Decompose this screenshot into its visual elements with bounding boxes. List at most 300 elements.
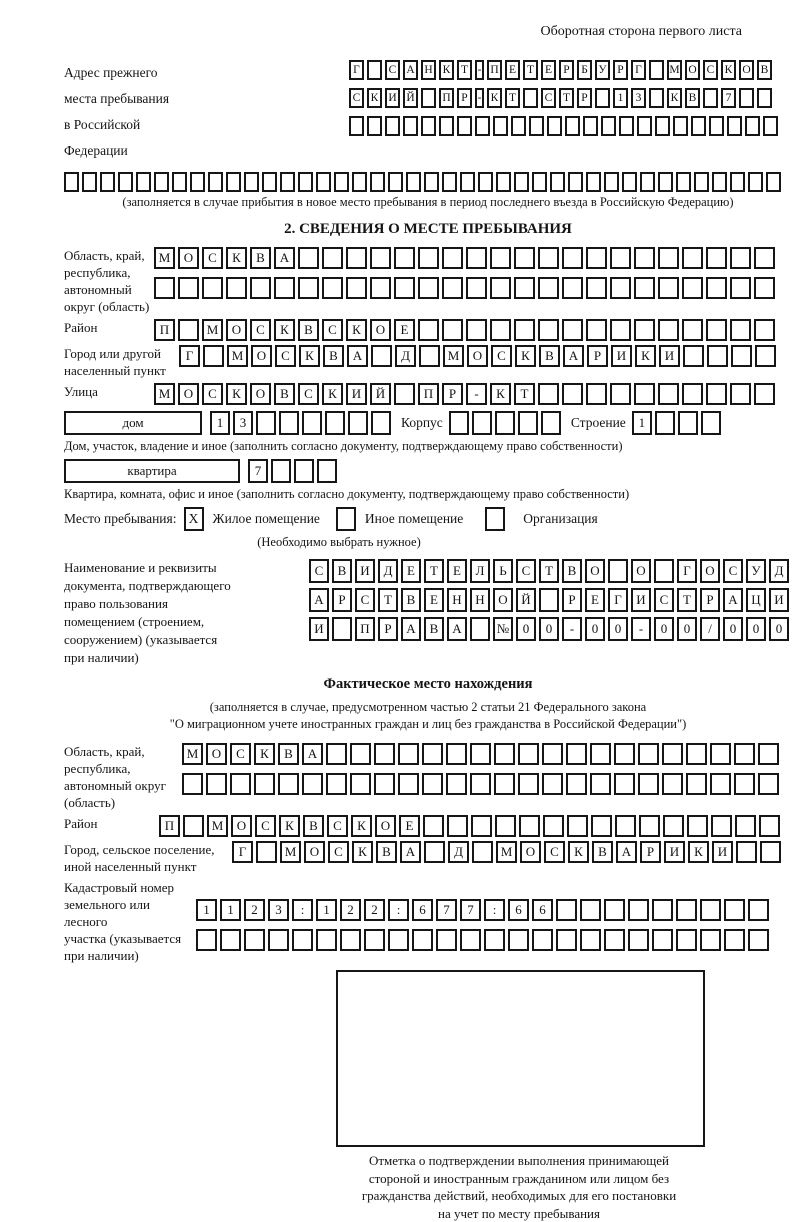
char-cell: 1 (316, 899, 337, 921)
char-cell: А (403, 60, 418, 80)
char-cell (590, 773, 611, 795)
char-cell: 1 (196, 899, 217, 921)
char-cell (586, 172, 601, 192)
char-cell (691, 116, 706, 136)
char-cell: 0 (585, 617, 605, 641)
char-cell (332, 617, 352, 641)
char-cell: У (746, 559, 766, 583)
char-cell (730, 172, 745, 192)
char-cell: О (250, 383, 271, 405)
char-cell (466, 247, 487, 269)
section-2-title: 2. СВЕДЕНИЯ О МЕСТЕ ПРЕБЫВАНИЯ (64, 221, 792, 238)
char-cell (278, 773, 299, 795)
char-cell (508, 929, 529, 951)
char-cell (710, 743, 731, 765)
char-cell (566, 743, 587, 765)
char-cell: Т (523, 60, 538, 80)
label-line: Район (64, 815, 159, 832)
char-cell (610, 247, 631, 269)
char-cell: О (700, 559, 720, 583)
char-cell: М (207, 815, 228, 837)
label-line: Район (64, 319, 154, 336)
char-cell: В (562, 559, 582, 583)
char-cell (326, 773, 347, 795)
char-cell (758, 743, 779, 765)
char-cell (538, 277, 559, 299)
char-cell: С (723, 559, 743, 583)
char-cell: С (230, 743, 251, 765)
char-cell: : (388, 899, 409, 921)
char-cell: Е (399, 815, 420, 837)
char-cell (64, 172, 79, 192)
label-line: Город или другой (64, 345, 179, 362)
char-cell (532, 929, 553, 951)
char-cell: К (226, 383, 247, 405)
char-cell: И (346, 383, 367, 405)
char-cell: Р (378, 617, 398, 641)
char-cell (226, 277, 247, 299)
char-cell (322, 247, 343, 269)
char-cell (754, 319, 775, 341)
char-cell (686, 743, 707, 765)
char-cell: 0 (516, 617, 536, 641)
char-cell: О (304, 841, 325, 863)
cadastral-label (64, 879, 196, 964)
char-cell: Т (539, 559, 559, 583)
korpus-label: Корпус (401, 411, 443, 435)
char-cell: Р (700, 588, 720, 612)
char-cell (494, 773, 515, 795)
char-cell: А (723, 588, 743, 612)
char-cell (203, 345, 224, 367)
char-cell (730, 319, 751, 341)
char-cell (256, 841, 277, 863)
char-cell (604, 899, 625, 921)
char-cell: 7 (460, 899, 481, 921)
char-cell (755, 345, 776, 367)
char-cell: А (400, 841, 421, 863)
char-cell: 6 (532, 899, 553, 921)
char-cell (447, 815, 468, 837)
char-cell (208, 172, 223, 192)
char-cell: М (227, 345, 248, 367)
char-cell: С (250, 319, 271, 341)
char-cell: П (439, 88, 454, 108)
char-cell: А (563, 345, 584, 367)
char-cell (658, 277, 679, 299)
label-line: на учет по месту пребывания (304, 1205, 734, 1222)
char-cell (628, 899, 649, 921)
char-cell: 3 (268, 899, 289, 921)
char-cell (539, 588, 559, 612)
char-cell (547, 116, 562, 136)
prev-address-note: (заполняется в случае прибытия в новое место пребывания в период последнего въезда в Российскую Федерацию) (64, 195, 792, 210)
char-cell: Й (516, 588, 536, 612)
char-cell: В (298, 319, 319, 341)
char-cell (190, 172, 205, 192)
label-line: автономный округ (64, 777, 182, 794)
char-cell (418, 247, 439, 269)
char-cell (595, 88, 610, 108)
char-cell (730, 383, 751, 405)
char-cell: К (351, 815, 372, 837)
char-cell (317, 459, 337, 483)
char-cell: П (355, 617, 375, 641)
char-cell: Р (640, 841, 661, 863)
char-cell: М (202, 319, 223, 341)
house-cells (210, 411, 391, 435)
char-cell (614, 743, 635, 765)
char-cell (610, 383, 631, 405)
label-line: участка (указывается (64, 930, 196, 947)
char-cell (634, 319, 655, 341)
char-cell (418, 319, 439, 341)
char-cell: Т (424, 559, 444, 583)
actual-location-note (64, 699, 792, 733)
char-cell (652, 899, 673, 921)
fact-region-block (64, 743, 792, 811)
char-cell: К (226, 247, 247, 269)
char-cell: С (491, 345, 512, 367)
char-cell (302, 773, 323, 795)
char-cell (583, 116, 598, 136)
char-cell (754, 277, 775, 299)
char-cell (442, 319, 463, 341)
char-cell (334, 172, 349, 192)
residential-label: Жилое помещение (213, 511, 320, 527)
char-cell (244, 929, 265, 951)
char-cell: В (592, 841, 613, 863)
char-cell (639, 815, 660, 837)
char-cell: Г (349, 60, 364, 80)
registration-stamp-caption (304, 1152, 734, 1222)
char-cell (280, 172, 295, 192)
char-cell (388, 172, 403, 192)
char-cell: : (292, 899, 313, 921)
char-cell (748, 899, 769, 921)
char-cell: С (255, 815, 276, 837)
char-cell: В (303, 815, 324, 837)
char-cell: Р (577, 88, 592, 108)
char-cell (136, 172, 151, 192)
char-cell (271, 459, 291, 483)
char-cell: И (611, 345, 632, 367)
prev-address-block (64, 60, 792, 164)
char-cell (349, 116, 364, 136)
char-cell (590, 743, 611, 765)
char-cell (274, 277, 295, 299)
char-cell (494, 743, 515, 765)
char-cell: С (544, 841, 565, 863)
char-cell (586, 319, 607, 341)
char-cell: И (355, 559, 375, 583)
char-cell (580, 929, 601, 951)
char-cell (196, 929, 217, 951)
char-cell (759, 815, 780, 837)
char-cell (475, 116, 490, 136)
char-cell: О (685, 60, 700, 80)
char-cell (529, 116, 544, 136)
char-cell: Т (677, 588, 697, 612)
char-cell (706, 247, 727, 269)
char-cell (250, 277, 271, 299)
char-cell (460, 172, 475, 192)
char-cell: У (595, 60, 610, 80)
char-cell (418, 277, 439, 299)
char-cell: О (231, 815, 252, 837)
char-cell: О (370, 319, 391, 341)
char-cell (604, 929, 625, 951)
char-cell: К (299, 345, 320, 367)
s2-city-label (64, 345, 179, 379)
s2-district-block (64, 319, 792, 341)
char-cell: В (323, 345, 344, 367)
char-cell: 6 (508, 899, 529, 921)
char-cell (398, 773, 419, 795)
char-cell (442, 277, 463, 299)
char-cell (676, 929, 697, 951)
char-cell (700, 929, 721, 951)
cadastral-row-2 (196, 929, 769, 951)
char-cell (580, 899, 601, 921)
char-cell (734, 743, 755, 765)
char-cell (591, 815, 612, 837)
char-cell (637, 116, 652, 136)
char-cell: О (251, 345, 272, 367)
label-line: иной населенный пункт (64, 858, 232, 875)
char-cell: Е (505, 60, 520, 80)
label-line: Наименование и реквизиты (64, 559, 309, 577)
char-cell: Р (587, 345, 608, 367)
char-cell: / (700, 617, 720, 641)
char-cell (385, 116, 400, 136)
char-cell: О (585, 559, 605, 583)
char-cell (538, 319, 559, 341)
fact-district-block (64, 815, 792, 837)
char-cell (556, 929, 577, 951)
char-cell (686, 773, 707, 795)
char-cell (442, 172, 457, 192)
char-cell (562, 277, 583, 299)
char-cell: В (539, 345, 560, 367)
char-cell: Р (332, 588, 352, 612)
char-cell (439, 116, 454, 136)
document-row-3 (309, 617, 789, 641)
char-cell (543, 815, 564, 837)
apartment-box: квартира (64, 459, 240, 483)
char-cell: О (178, 383, 199, 405)
s2-street-block (64, 383, 792, 405)
char-cell: П (154, 319, 175, 341)
char-cell (727, 116, 742, 136)
char-cell (710, 773, 731, 795)
char-cell (466, 319, 487, 341)
char-cell (424, 841, 445, 863)
char-cell (298, 247, 319, 269)
char-cell: Р (442, 383, 463, 405)
char-cell (707, 345, 728, 367)
document-row-2 (309, 588, 789, 612)
char-cell (423, 815, 444, 837)
char-cell: П (487, 60, 502, 80)
char-cell: Ь (493, 559, 513, 583)
char-cell: 1 (613, 88, 628, 108)
char-cell (676, 172, 691, 192)
char-cell (442, 247, 463, 269)
char-cell (82, 172, 97, 192)
char-cell: Р (457, 88, 472, 108)
char-cell (419, 345, 440, 367)
char-cell (316, 929, 337, 951)
char-cell: Д (448, 841, 469, 863)
char-cell: К (254, 743, 275, 765)
char-cell (495, 815, 516, 837)
char-cell (754, 247, 775, 269)
s2-apartment-block (64, 459, 792, 483)
char-cell: С (703, 60, 718, 80)
char-cell (706, 383, 727, 405)
char-cell (178, 277, 199, 299)
char-cell: 0 (746, 617, 766, 641)
char-cell (514, 319, 535, 341)
char-cell (519, 815, 540, 837)
char-cell (268, 929, 289, 951)
prev-address-label (64, 60, 349, 164)
char-cell (154, 277, 175, 299)
char-cell (202, 277, 223, 299)
label-line: места пребывания (64, 86, 349, 112)
char-cell (244, 172, 259, 192)
char-cell: 6 (412, 899, 433, 921)
char-cell (294, 459, 314, 483)
char-cell: М (280, 841, 301, 863)
char-cell: С (327, 815, 348, 837)
stroenie-cells (632, 411, 721, 435)
s2-house-block (64, 411, 792, 435)
char-cell: И (712, 841, 733, 863)
char-cell (562, 319, 583, 341)
char-cell (608, 559, 628, 583)
char-cell: 7 (248, 459, 268, 483)
label-line: право пользования (64, 595, 309, 613)
char-cell (449, 411, 469, 435)
s2-city-block (64, 345, 792, 379)
char-cell: Ц (746, 588, 766, 612)
char-cell (763, 116, 778, 136)
char-cell: М (667, 60, 682, 80)
other-premises-label: Иное помещение (365, 511, 463, 527)
char-cell (562, 383, 583, 405)
label-line: в Российской (64, 112, 349, 138)
char-cell (662, 743, 683, 765)
char-cell (538, 247, 559, 269)
checkbox-residential: X (184, 507, 204, 531)
char-cell: А (447, 617, 467, 641)
char-cell: В (401, 588, 421, 612)
char-cell: Р (559, 60, 574, 80)
char-cell: 0 (769, 617, 789, 641)
char-cell: И (664, 841, 685, 863)
char-cell (394, 247, 415, 269)
prev-address-row-3 (349, 116, 778, 136)
char-cell: М (154, 247, 175, 269)
checkbox-other-premises (336, 507, 356, 531)
char-cell (556, 899, 577, 921)
char-cell (676, 899, 697, 921)
char-cell (694, 172, 709, 192)
char-cell: Г (631, 60, 646, 80)
char-cell (655, 116, 670, 136)
char-cell: 0 (539, 617, 559, 641)
char-cell (614, 773, 635, 795)
char-cell (615, 815, 636, 837)
char-cell: Е (541, 60, 556, 80)
char-cell: О (631, 559, 651, 583)
char-cell (745, 116, 760, 136)
char-cell (394, 383, 415, 405)
char-cell: С (298, 383, 319, 405)
char-cell (490, 319, 511, 341)
s2-region-row-1 (154, 247, 775, 269)
char-cell: К (439, 60, 454, 80)
char-cell (673, 116, 688, 136)
char-cell (490, 247, 511, 269)
char-cell: К (322, 383, 343, 405)
char-cell (514, 277, 535, 299)
char-cell: И (769, 588, 789, 612)
char-cell (421, 116, 436, 136)
char-cell: К (688, 841, 709, 863)
char-cell (350, 773, 371, 795)
s2-region-label (64, 247, 154, 315)
char-cell: К (568, 841, 589, 863)
char-cell (446, 773, 467, 795)
organization-label: Организация (523, 511, 597, 527)
fact-region-row-1 (182, 743, 779, 765)
prev-address-row-4 (64, 172, 792, 192)
char-cell (655, 411, 675, 435)
char-cell (687, 815, 708, 837)
char-cell: С (202, 247, 223, 269)
char-cell (446, 743, 467, 765)
char-cell (182, 773, 203, 795)
fact-region-row-2 (182, 773, 779, 795)
char-cell: 7 (721, 88, 736, 108)
char-cell: В (757, 60, 772, 80)
char-cell: М (443, 345, 464, 367)
char-cell (619, 116, 634, 136)
char-cell (658, 383, 679, 405)
stroenie-label: Строение (571, 411, 626, 435)
char-cell (712, 172, 727, 192)
char-cell (568, 172, 583, 192)
char-cell: С (654, 588, 674, 612)
char-cell (254, 773, 275, 795)
char-cell (628, 929, 649, 951)
char-cell: Л (470, 559, 490, 583)
char-cell: 2 (364, 899, 385, 921)
cadastral-block (64, 879, 792, 964)
checkbox-organization (485, 507, 505, 531)
char-cell (511, 116, 526, 136)
char-cell: М (154, 383, 175, 405)
char-cell (735, 815, 756, 837)
char-cell (682, 277, 703, 299)
char-cell: С (322, 319, 343, 341)
char-cell: Н (421, 60, 436, 80)
char-cell (518, 411, 538, 435)
char-cell (100, 172, 115, 192)
